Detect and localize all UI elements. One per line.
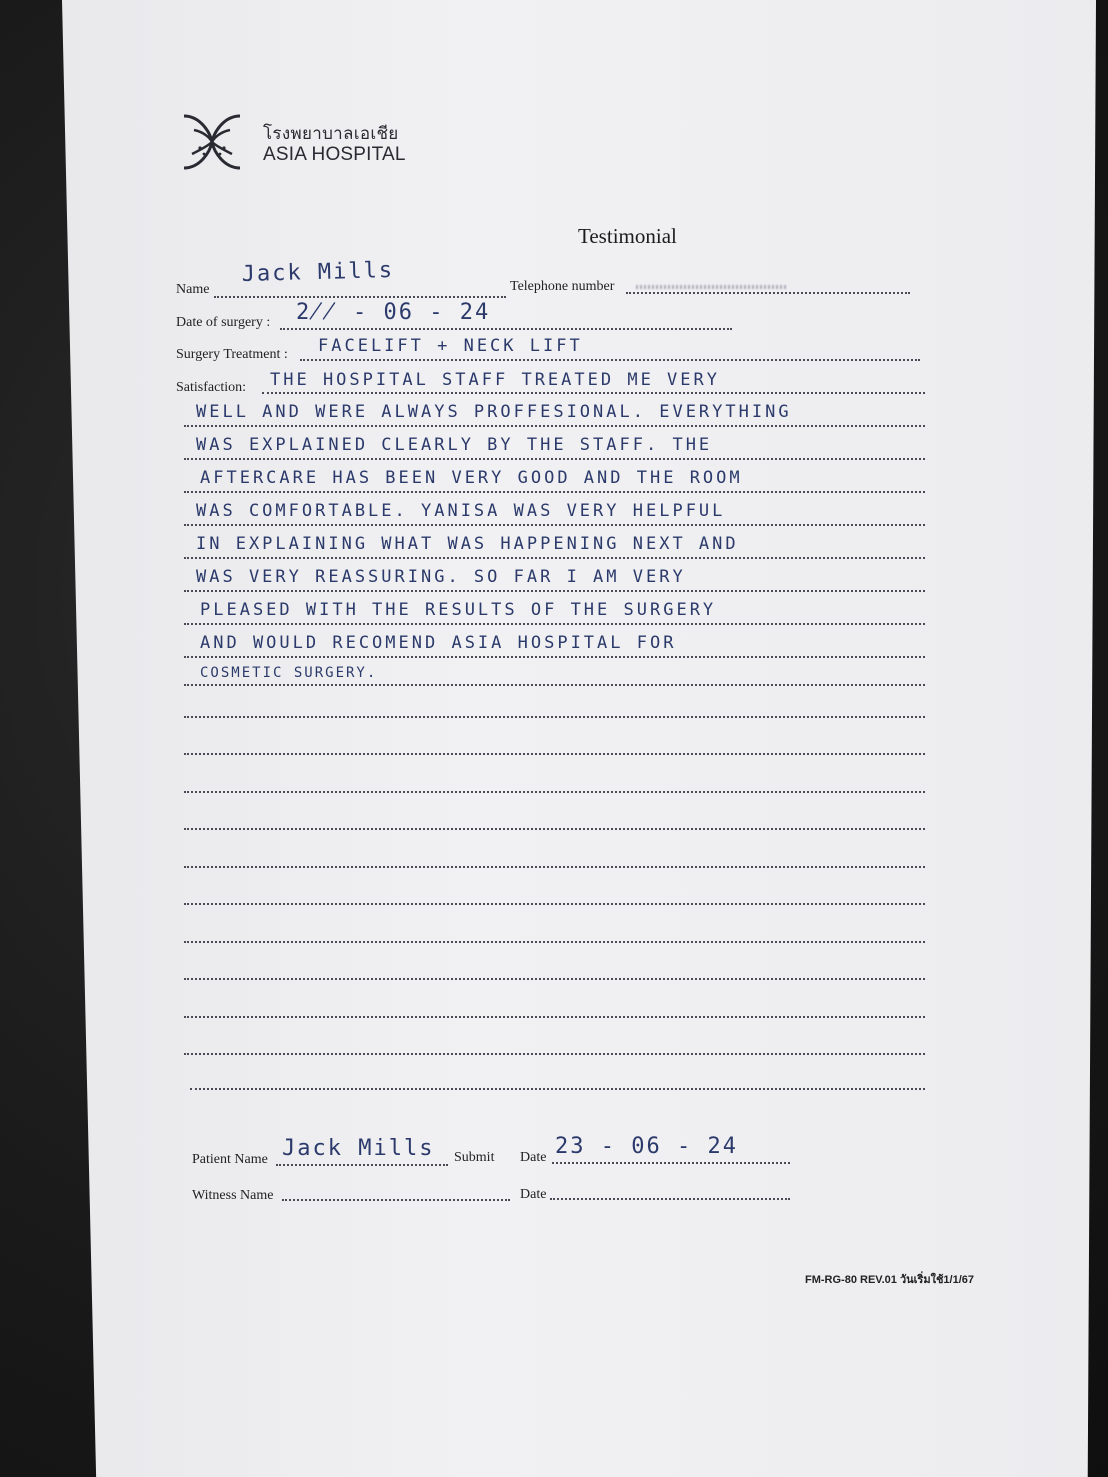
blank-line[interactable] [184, 1016, 925, 1018]
satisfaction-line[interactable] [184, 458, 925, 460]
submit-label: Submit [454, 1150, 495, 1165]
witness-date-label: Date [520, 1187, 547, 1202]
satisfaction-text-line: AND WOULD RECOMEND ASIA HOSPITAL FOR [200, 633, 677, 653]
satisfaction-line[interactable] [184, 524, 925, 526]
surgery-treatment-handwritten: FACELIFT + NECK LIFT [318, 336, 583, 356]
satisfaction-text-line: WAS EXPLAINED CLEARLY BY THE STAFF. THE [196, 435, 713, 455]
name-label: Name [176, 282, 210, 297]
telephone-field[interactable] [626, 292, 910, 294]
name-handwritten: Jack Mills [241, 258, 395, 287]
name-field[interactable] [214, 296, 506, 298]
satisfaction-line[interactable] [184, 557, 925, 559]
telephone-redacted [636, 285, 786, 289]
logo-thai-name: โรงพยาบาลเอเชีย [263, 124, 399, 144]
form-title: Testimonial [578, 224, 677, 248]
blank-line[interactable] [184, 716, 925, 718]
satisfaction-text-line: WAS COMFORTABLE. YANISA WAS VERY HELPFUL [196, 501, 726, 521]
submit-date-field[interactable] [552, 1162, 790, 1164]
blank-line[interactable] [184, 866, 925, 868]
blank-line[interactable] [184, 1053, 925, 1055]
blank-line[interactable] [184, 753, 925, 755]
date-of-surgery-label: Date of surgery : [176, 315, 271, 330]
patient-name-field[interactable] [276, 1164, 448, 1166]
satisfaction-text-line: IN EXPLAINING WHAT WAS HAPPENING NEXT AND [196, 534, 739, 554]
logo-english-name: ASIA HOSPITAL [263, 144, 406, 165]
date-of-surgery-field[interactable] [280, 328, 732, 330]
blank-line[interactable] [184, 828, 925, 830]
blank-line[interactable] [190, 1088, 925, 1090]
satisfaction-text-line: AFTERCARE HAS BEEN VERY GOOD AND THE ROOM [200, 468, 743, 488]
satisfaction-line[interactable] [184, 623, 925, 625]
form-paper [62, 0, 1096, 1477]
witness-date-field[interactable] [550, 1198, 790, 1200]
blank-line[interactable] [184, 791, 925, 793]
blank-line[interactable] [184, 941, 925, 943]
satisfaction-text-line: WAS VERY REASSURING. SO FAR I AM VERY [196, 567, 686, 587]
witness-name-field[interactable] [282, 1199, 510, 1201]
asia-hospital-logo-icon [180, 110, 244, 174]
blank-line[interactable] [184, 978, 925, 980]
satisfaction-line[interactable] [184, 491, 925, 493]
surgery-treatment-field[interactable] [300, 359, 920, 361]
satisfaction-text-line: COSMETIC SURGERY. [200, 665, 378, 681]
submit-date-label: Date [520, 1150, 547, 1165]
surgery-treatment-label: Surgery Treatment : [176, 347, 288, 362]
form-code: FM-RG-80 REV.01 วันเริ่มใช้1/1/67 [805, 1274, 974, 1286]
date-of-surgery-handwritten: 2̸̸ - 06 - 24 [296, 300, 491, 325]
patient-name-handwritten: Jack Mills [282, 1136, 435, 1161]
satisfaction-text-line: THE HOSPITAL STAFF TREATED ME VERY [270, 370, 720, 390]
satisfaction-label: Satisfaction: [176, 380, 246, 395]
satisfaction-line[interactable] [262, 392, 925, 394]
satisfaction-text-line: WELL AND WERE ALWAYS PROFFESIONAL. EVERYTHING [196, 402, 792, 422]
satisfaction-line[interactable] [184, 425, 925, 427]
patient-name-label: Patient Name [192, 1152, 268, 1167]
satisfaction-line[interactable] [184, 684, 925, 686]
witness-name-label: Witness Name [192, 1188, 274, 1203]
satisfaction-text-line: PLEASED WITH THE RESULTS OF THE SURGERY [200, 600, 717, 620]
telephone-label: Telephone number [510, 279, 615, 294]
blank-line[interactable] [184, 903, 925, 905]
satisfaction-line[interactable] [184, 656, 925, 658]
submit-date-handwritten: 23 - 06 - 24 [555, 1134, 738, 1159]
satisfaction-line[interactable] [184, 590, 925, 592]
